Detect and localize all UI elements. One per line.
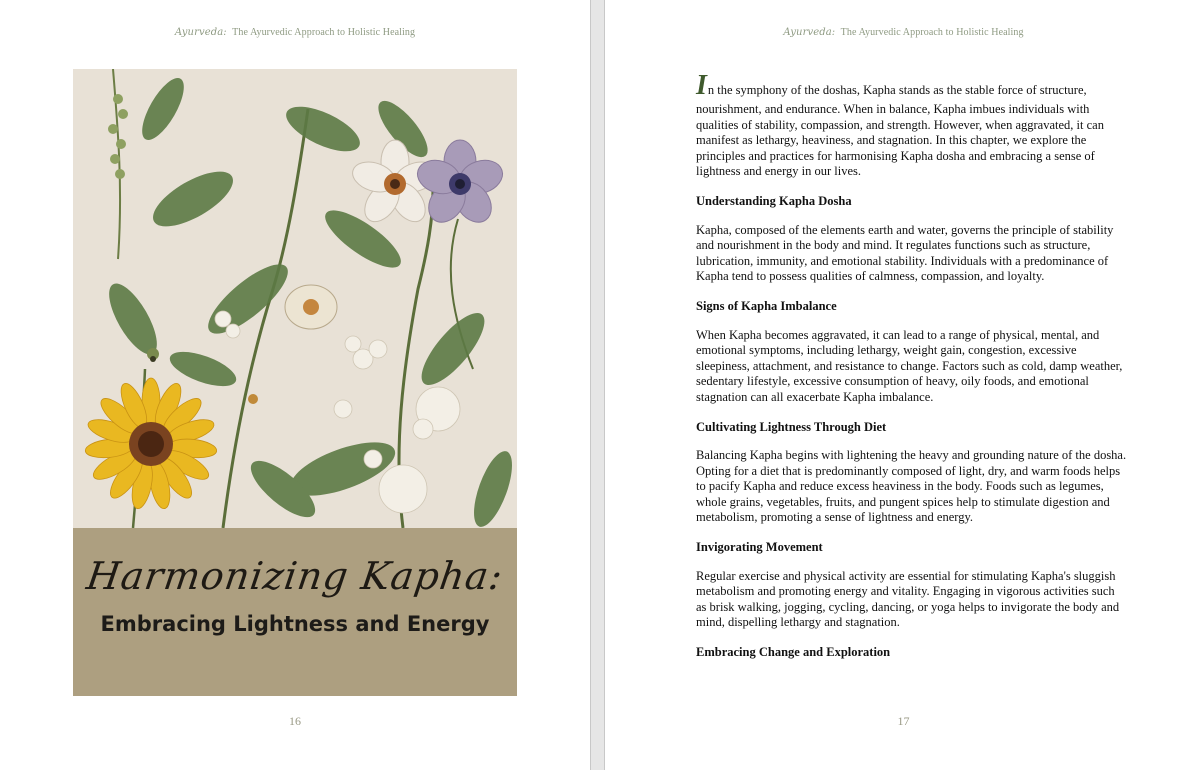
botanical-illustration: [73, 69, 517, 528]
running-head-script: Ayurveda:: [174, 27, 227, 38]
drop-cap: I: [696, 70, 707, 101]
intro-body: nourishment, and endurance. When in balance, Kapha imbues individuals with qualities of stability, compassion, and strength. However, when aggravated, it can manifest as lethargy, heaviness, and stagnation. In this chapter, we explore the principles and practices for harmonising Kapha dosha and embracing a sense of lightness and energy in our lives.: [696, 102, 1104, 179]
page-number: 17: [897, 714, 910, 728]
cover-subtitle: Embracing Lightness and Energy: [100, 612, 490, 636]
section-body: When Kapha becomes aggravated, it can lead to a range of physical, mental, and emotional symptoms, including lethargy, weight gain, congestion, excessive sleepiness, attachment, and resistance to change. Factors such as cold, damp weather, sedentary lifestyle, excessive consumption of heavy, oily foods, and emotional stagnation can all exacerbate Kapha imbalance.: [696, 327, 1123, 404]
section-body: Regular exercise and physical activity are essential for stimulating Kapha's sluggish metabolism and promoting energy and vitality. Engaging in vigorous activities such as brisk walking, jogging, cycling, dancing, or yoga helps to invigorate the body and mind, dispelling lethargy and stagnation.: [696, 568, 1120, 630]
chapter-body: [696, 70, 1128, 674]
intro-paragraph: [696, 70, 1128, 180]
section-heading: Invigorating Movement: [696, 540, 823, 555]
section-heading: Embracing Change and Exploration: [696, 645, 891, 660]
running-head: [605, 27, 1202, 38]
page-number: 16: [289, 714, 301, 728]
right-page: [605, 0, 1202, 770]
section-heading: Understanding Kapha Dosha: [696, 193, 852, 208]
page-gutter: [590, 0, 605, 770]
section-body: Balancing Kapha begins with lightening the heavy and grounding nature of the dosha. Opting for a diet that is predominantly composed of light, dry, and warm foods helps to pacify Kapha and reduce excess heaviness in the body. Foods such as legumes, whole grains, vegetables, fruits, and pungent spices help to stimulate digestion and metabolism, promoting a sense of lightness and energy.: [696, 448, 1127, 525]
section-heading: Signs of Kapha Imbalance: [696, 298, 837, 313]
intro-first-line: n the symphony of the doshas, Kapha stands as the stable force of structure,: [707, 83, 1087, 97]
running-head: [0, 27, 590, 38]
running-head-script: Ayurveda:: [783, 27, 836, 38]
cover-title: Harmonizing Kapha:: [83, 554, 507, 598]
section-heading: Cultivating Lightness Through Diet: [696, 419, 887, 434]
cover-title-band: [73, 528, 517, 696]
section-body: Kapha, composed of the elements earth and water, governs the principle of stability and nourishment in the body and mind. It regulates functions such as structure, lubrication, immunity, and emotional stability. Individuals with a predominance of Kapha tend to possess qualities of calmness, compassion, and loyalty.: [696, 222, 1114, 284]
running-head-title: The Ayurvedic Approach to Holistic Healing: [840, 27, 1024, 38]
running-head-title: The Ayurvedic Approach to Holistic Healing: [232, 27, 416, 38]
chapter-cover-image: [73, 69, 517, 696]
left-page: [0, 0, 590, 770]
